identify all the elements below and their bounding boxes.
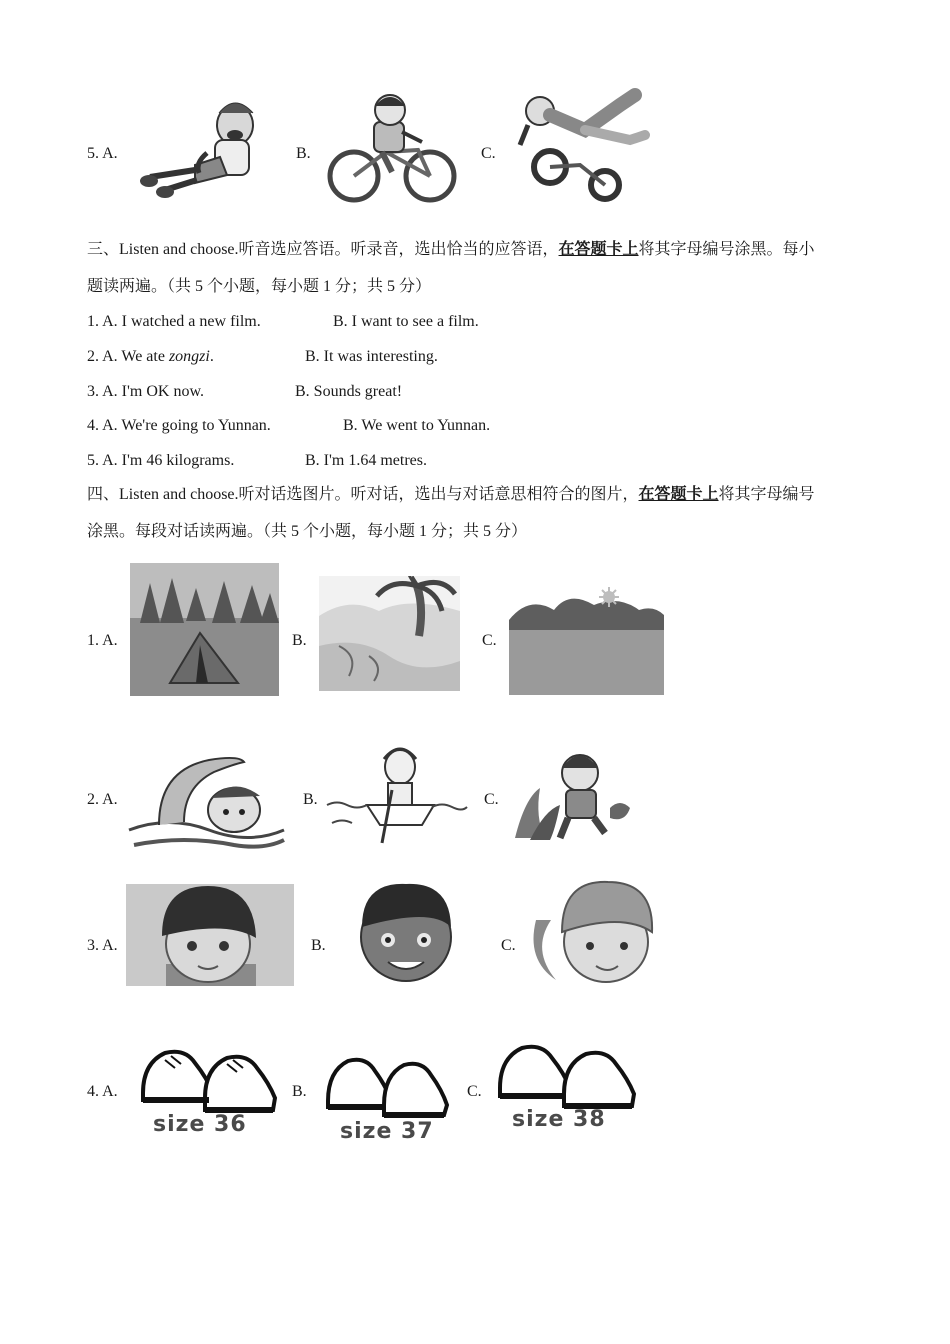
s3-item-3-option-a: 3. A. I'm OK now. xyxy=(87,383,204,400)
s3-item-2-a-end: . xyxy=(209,348,214,365)
boy-riding-bike-image xyxy=(322,92,464,204)
boy-falling-off-bike-image xyxy=(510,85,655,203)
section-4-heading-text: 四、Listen and choose.听对话选图片。听对话，选出与对话意思相符合的图片， xyxy=(87,486,639,503)
crying-boy-image xyxy=(135,95,275,200)
s4-q3-option-a-label: 3. A. xyxy=(87,937,118,954)
grassland-sun-image xyxy=(509,585,664,695)
section-4-heading-line2: 涂黑。每段对话读两遍。（共 5 个小题，每小题 1 分；共 5 分） xyxy=(87,523,528,540)
s3-item-4-option-b: B. We went to Yunnan. xyxy=(343,417,491,434)
camping-tent-image xyxy=(130,563,279,696)
s4-q4-option-b-label: B. xyxy=(292,1083,307,1100)
section-3-heading-line2: 题读两遍。（共 5 个小题，每小题 1 分；共 5 分） xyxy=(87,278,432,295)
s4-q2-option-a-label: 2. A. xyxy=(87,791,118,808)
s3-item-1-option-a: 1. A. I watched a new film. xyxy=(87,313,261,330)
boy-swimming-image xyxy=(124,750,286,853)
section-3-heading-text-end: 将其字母编号涂黑。每小 xyxy=(638,241,815,258)
s4-q3-option-b-label: B. xyxy=(311,937,326,954)
shoes-size-38-image xyxy=(494,1036,640,1134)
q5-option-c-label: C. xyxy=(481,145,496,162)
section-3-heading xyxy=(87,240,815,260)
girl-ponytail-image xyxy=(526,880,668,986)
s4-q1-option-b-label: B. xyxy=(292,632,307,649)
s3-item-2-a-italic: zongzi xyxy=(168,348,210,365)
s3-item-2-option-b: B. It was interesting. xyxy=(305,348,438,365)
section-4-heading xyxy=(87,485,815,505)
s3-item-4-option-a: 4. A. We're going to Yunnan. xyxy=(87,417,271,434)
q5-option-b-label: B. xyxy=(296,145,311,162)
s3-item-5-option-a: 5. A. I'm 46 kilograms. xyxy=(87,452,235,469)
smiling-boy-image xyxy=(338,882,473,985)
s3-item-3-option-b: B. Sounds great! xyxy=(295,383,403,400)
boy-bowl-haircut-image xyxy=(126,884,294,986)
s3-item-2-a-text: 2. A. We ate xyxy=(87,348,169,365)
s4-q1-option-c-label: C. xyxy=(482,632,497,649)
s4-q3-option-c-label: C. xyxy=(501,937,516,954)
shoe-size-label-c: size 38 xyxy=(512,1107,606,1132)
boy-rowing-boat-image xyxy=(322,745,470,848)
s3-item-1-option-b: B. I want to see a film. xyxy=(333,313,479,330)
s3-item-5-option-b: B. I'm 1.64 metres. xyxy=(305,452,427,469)
section-3-heading-text: 三、Listen and choose.听音选应答语。听录音，选出恰当的应答语， xyxy=(87,241,559,258)
boy-sitting-plants-image xyxy=(510,748,635,848)
s4-q2-option-c-label: C. xyxy=(484,791,499,808)
s4-q4-option-a-label: 4. A. xyxy=(87,1083,118,1100)
shoes-size-36-image xyxy=(135,1038,280,1136)
shoes-size-37-image xyxy=(322,1043,452,1143)
beach-palm-tree-image xyxy=(319,576,460,691)
s3-item-2-option-a xyxy=(87,347,214,367)
s4-q1-option-a-label: 1. A. xyxy=(87,632,118,649)
q5-option-a-label: 5. A. xyxy=(87,145,118,162)
shoe-size-label-a: size 36 xyxy=(153,1112,247,1136)
section-4-heading-text-end: 将其字母编号 xyxy=(718,486,815,503)
shoe-size-label-b: size 37 xyxy=(340,1119,434,1143)
s4-q2-option-b-label: B. xyxy=(303,791,318,808)
section-3-heading-emphasis: 在答题卡上 xyxy=(558,241,639,258)
section-4-heading-emphasis: 在答题卡上 xyxy=(638,486,719,503)
s4-q4-option-c-label: C. xyxy=(467,1083,482,1100)
